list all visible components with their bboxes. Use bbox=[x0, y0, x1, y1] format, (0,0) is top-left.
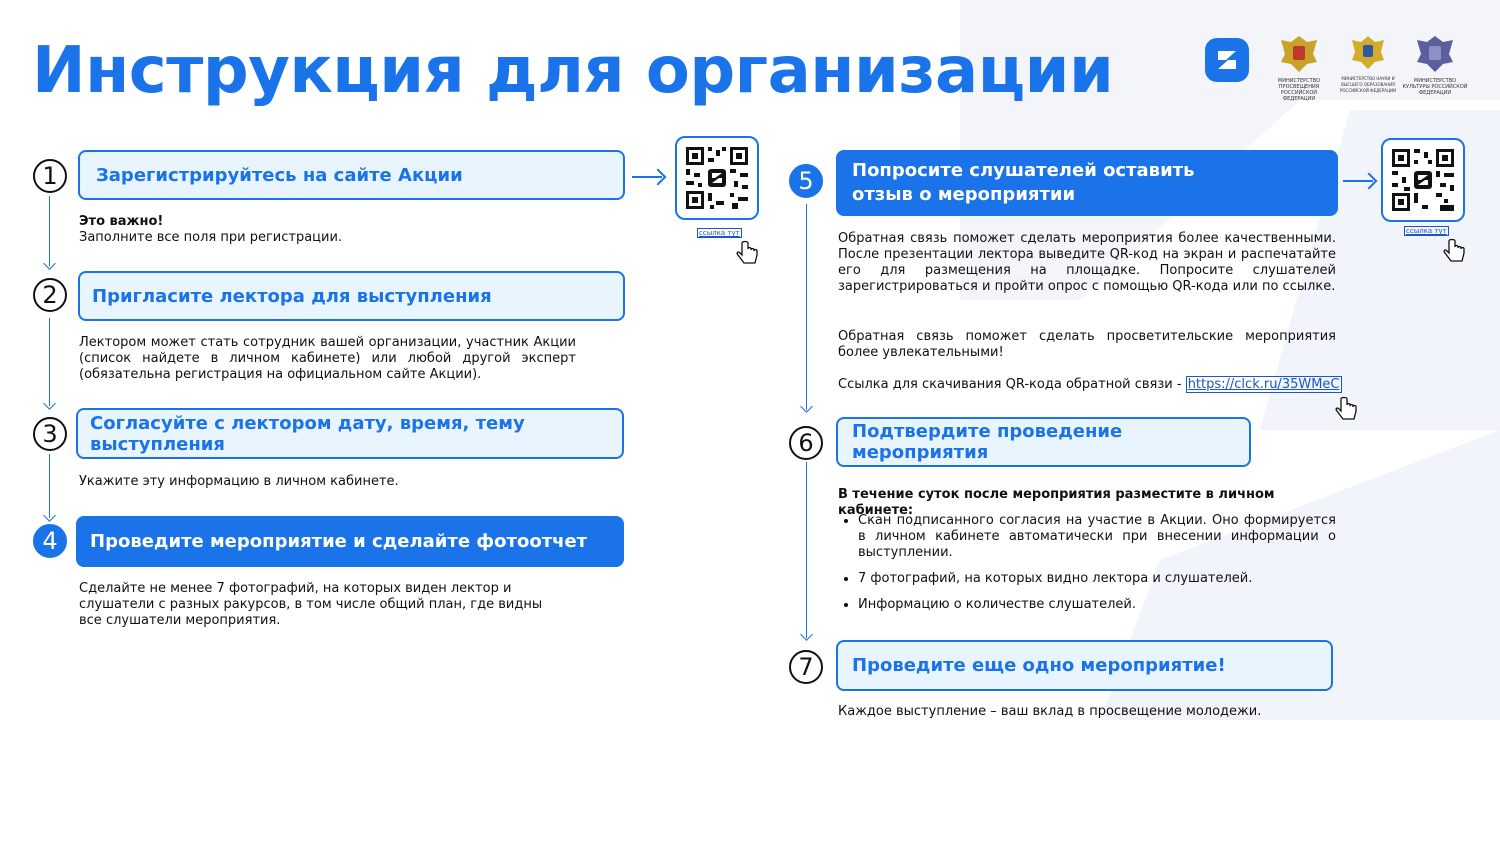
step-1-number: 1 bbox=[33, 159, 67, 193]
minprosveshcheniya-caption: МИНИСТЕРСТВО ПРОСВЕЩЕНИЯ РОССИЙСКОЙ ФЕДЕРАЦИИ bbox=[1277, 78, 1321, 102]
step-7-note: Каждое выступление – ваш вклад в просвещение молодежи. bbox=[838, 704, 1262, 719]
hand-cursor-icon bbox=[1332, 396, 1360, 424]
qr-code-2[interactable] bbox=[1381, 138, 1465, 222]
step-2-box: Пригласите лектора для выступления bbox=[78, 271, 625, 321]
minkultury-caption: МИНИСТЕРСТВО КУЛЬТУРЫ РОССИЙСКОЙ ФЕДЕРАЦИИ bbox=[1402, 78, 1468, 96]
step-2-number: 2 bbox=[33, 278, 67, 312]
qr-2-pattern bbox=[1383, 140, 1463, 220]
step-6-bullet: • 7 фотографий, на которых видно лектора и слушателей. bbox=[858, 571, 1336, 587]
step-1-note bbox=[79, 214, 579, 246]
connector-1-2 bbox=[49, 196, 50, 266]
step-3-box: Согласуйте с лектором дату, время, тему выступления bbox=[76, 408, 624, 459]
step-5-note2: Обратная связь поможет сделать просветительские мероприятия более увлекательными! bbox=[838, 329, 1336, 360]
step-1-note-bold: Это важно! bbox=[79, 214, 164, 229]
step-6-bullet: • Скан подписанного согласия на участие в Акции. Оно формируется в личном кабинете автоматически при внесении информации о выступлении. bbox=[858, 513, 1336, 561]
hand-cursor-icon bbox=[733, 240, 761, 268]
step-5-link-prefix: Ссылка для скачивания QR-кода обратной связи - bbox=[838, 377, 1186, 392]
qr-2-link[interactable]: ссылка тут bbox=[1406, 227, 1447, 235]
step-6-bullet: • Информацию о количестве слушателей. bbox=[858, 597, 1336, 613]
logos-row bbox=[1205, 32, 1475, 102]
connector-5-6 bbox=[806, 204, 807, 410]
minobrnauki-caption: МИНИСТЕРСТВО НАУКИ И ВЫСШЕГО ОБРАЗОВАНИЯ РОССИЙСКОЙ ФЕДЕРАЦИИ bbox=[1339, 76, 1397, 93]
step-6-bullets bbox=[838, 513, 1336, 623]
step-3-number: 3 bbox=[33, 417, 67, 451]
step-1-note-text: Заполните все поля при регистрации. bbox=[79, 230, 343, 245]
step-5-title: Попросите слушателей оставить отзыв о мероприятии bbox=[852, 160, 1195, 205]
step-6-number: 6 bbox=[789, 426, 823, 460]
znanie-logo bbox=[1205, 38, 1249, 82]
step-6-box: Подтвердите проведение мероприятия bbox=[836, 417, 1251, 467]
step-5-number: 5 bbox=[789, 164, 823, 198]
step-1-box: Зарегистрируйтесь на сайте Акции bbox=[78, 150, 625, 200]
step-4-note: Сделайте не менее 7 фотографий, на которых виден лектор и слушатели с разных ракурсов, в том числе общий план, где видны все слушатели мероприятия. bbox=[79, 581, 543, 628]
minprosveshcheniya-emblem bbox=[1277, 32, 1321, 74]
minobrnauki-emblem bbox=[1348, 32, 1388, 72]
connector-2-3 bbox=[49, 318, 50, 406]
step-2-note: Лектором может стать сотрудник вашей организации, участник Акции (список найдете в личном кабинете) или любой другой эксперт (обязательна регистрация на официальном сайте Акции). bbox=[79, 335, 576, 382]
step-4-number: 4 bbox=[33, 524, 67, 558]
qr-1-link[interactable]: ссылка тут bbox=[699, 229, 740, 237]
step-3-note: Укажите эту информацию в личном кабинете. bbox=[79, 474, 399, 489]
qr-1-pattern bbox=[677, 138, 757, 218]
step-7-number: 7 bbox=[789, 650, 823, 684]
connector-6-7 bbox=[806, 462, 807, 638]
step-5-note: Обратная связь поможет сделать мероприятия более качественными. После презентации лектора выведите QR-код на экран и распечатайте его для размещения на площадке. Попросите слушателей зарегистрироваться и пройти опрос с помощью QR-кода или по ссылке. bbox=[838, 231, 1336, 294]
minkultury-emblem bbox=[1413, 32, 1457, 74]
page-title: Инструкция для организации bbox=[32, 34, 1114, 108]
step-6-note-bold: В течение суток после мероприятия разместите в личном кабинете: bbox=[838, 487, 1275, 518]
feedback-qr-link[interactable]: https://clck.ru/35WMeC bbox=[1187, 377, 1340, 392]
step-4-box: Проведите мероприятие и сделайте фотоотчет bbox=[76, 516, 624, 567]
hand-cursor-icon bbox=[1440, 238, 1468, 266]
step-5-box bbox=[836, 150, 1338, 216]
step-5-link-line bbox=[838, 377, 1358, 393]
step-7-box: Проведите еще одно мероприятие! bbox=[836, 640, 1333, 691]
qr-code-1[interactable] bbox=[675, 136, 759, 220]
